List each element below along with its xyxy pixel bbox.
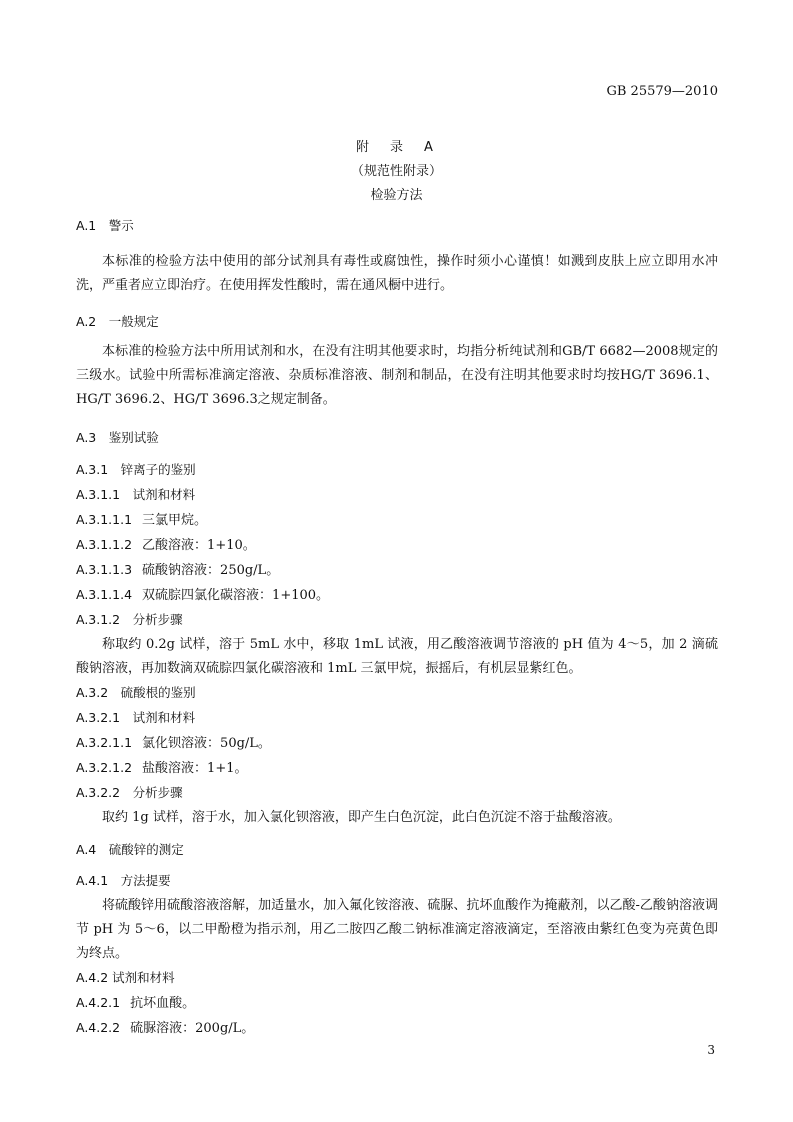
section-a42-heading: A.4.2 试剂和材料: [76, 970, 175, 985]
list-item: A.4.2.1 抗坏血酸。: [76, 995, 196, 1011]
section-a4-heading: A.4 硫酸锌的测定: [76, 842, 184, 857]
section-a322-text: 取约 1g 试样，溶于水，加入氯化钡溶液，即产生白色沉淀，此白色沉淀不溶于盐酸溶液。: [102, 810, 621, 825]
list-item: A.3.1.1.4 双硫腙四氯化碳溶液：1+100。: [76, 587, 330, 603]
section-a3-heading: A.3 鉴别试验: [76, 430, 159, 445]
section-a1-text: 本标准的检验方法中使用的部分试剂具有毒性或腐蚀性，操作时须小心谨慎！如溅到皮肤上应立即用水冲洗，严重者应立即治疗。在使用挥发性酸时，需在通风橱中进行。: [76, 254, 718, 293]
document-body: [76, 216, 718, 1041]
section-a2-text: 本标准的检验方法中所用试剂和水，在没有注明其他要求时，均指分析纯试剂和GB/T 6682—2008规定的三级水。试验中所需标准滴定溶液、杂质标准溶液、制剂和制品，在没有注明其他要求时均按HG/T 3696.1、HG/T 3696.2、HG/T 3696.3之规定制备。: [76, 344, 718, 407]
page-number: 3: [707, 1043, 715, 1057]
section-a321-heading: A.3.2.1 试剂和材料: [76, 710, 196, 725]
appendix-type: （规范性附录）: [350, 164, 442, 179]
list-item: A.3.2.1.2 盐酸溶液：1+1。: [76, 760, 248, 776]
section-a312-heading: A.3.1.2 分析步骤: [76, 612, 183, 627]
appendix-name: 检验方法: [370, 188, 423, 203]
section-a32-heading: A.3.2 硫酸根的鉴别: [76, 685, 196, 700]
section-a41-text: 将硫酸锌用硫酸溶液溶解，加适量水，加入氟化铵溶液、硫脲、抗坏血酸作为掩蔽剂，以乙酸-乙酸钠溶液调节 pH 为 5～6，以二甲酚橙为指示剂，用乙二胺四乙酸二钠标准滴定溶液滴定，至溶液由紫红色变为亮黄色即为终点。: [76, 898, 718, 961]
section-a312-text: 称取约 0.2g 试样，溶于 5mL 水中，移取 1mL 试液，用乙酸溶液调节溶液的 pH 值为 4～5，加 2 滴硫酸钠溶液，再加数滴双硫腙四氯化碳溶液和 1mL 三氯甲烷，振摇后，有机层显紫红色。: [76, 637, 718, 676]
section-a1-heading: A.1 警示: [76, 218, 134, 233]
list-item: A.4.2.2 硫脲溶液：200g/L。: [76, 1020, 255, 1036]
standard-code: GB 25579—2010: [606, 84, 718, 99]
list-item: A.3.1.1.3 硫酸钠溶液：250g/L。: [76, 562, 280, 578]
section-a2-heading: A.2 一般规定: [76, 314, 159, 329]
list-item: A.3.2.1.1 氯化钡溶液：50g/L。: [76, 735, 271, 751]
section-a311-heading: A.3.1.1 试剂和材料: [76, 487, 196, 502]
section-a31-heading: A.3.1 锌离子的鉴别: [76, 462, 196, 477]
list-item: A.3.1.1.1 三氯甲烷。: [76, 512, 208, 528]
appendix-title: 附 录 A: [356, 140, 437, 155]
section-a41-heading: A.4.1 方法提要: [76, 873, 171, 888]
section-a322-heading: A.3.2.2 分析步骤: [76, 785, 183, 800]
list-item: A.3.1.1.2 乙酸溶液：1+10。: [76, 537, 256, 553]
